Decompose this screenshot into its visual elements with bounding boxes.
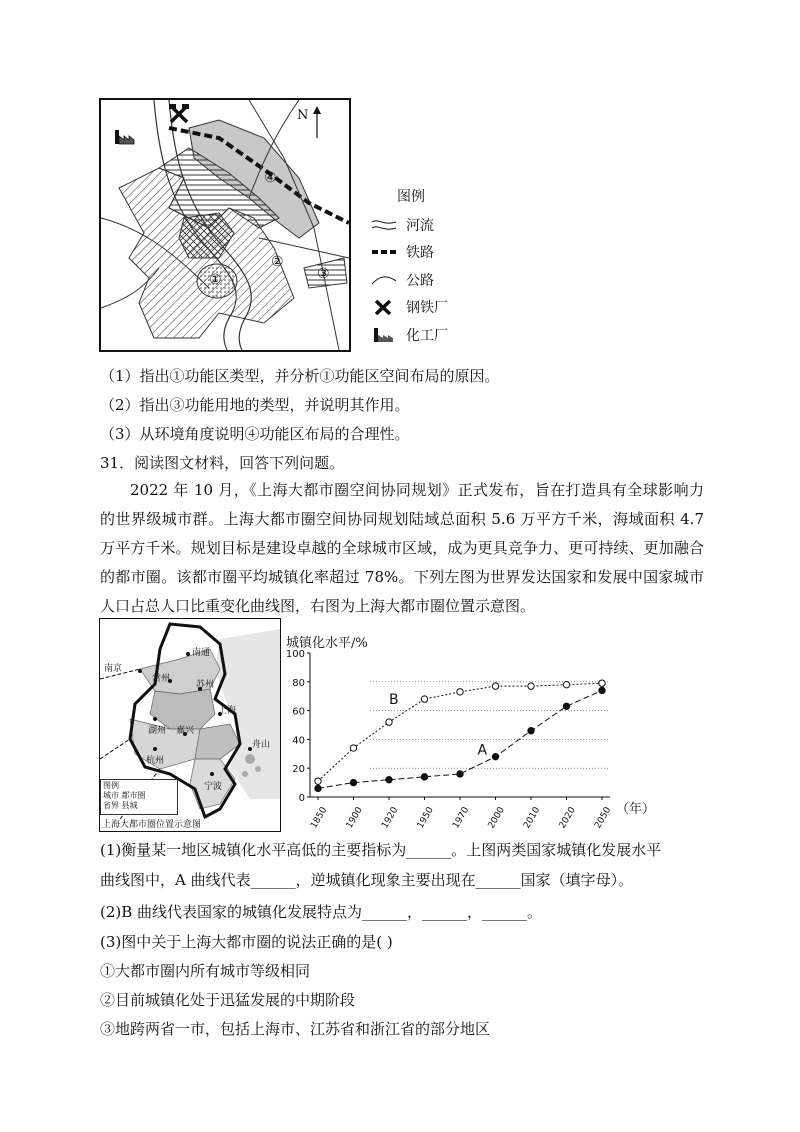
city-label-suzhou: 苏州 bbox=[196, 680, 215, 690]
q30-sub2: （2）指出③功能用地的类型，并说明其作用。 bbox=[100, 396, 410, 414]
q31-opt2: ②目前城镇化处于迅猛发展的中期阶段 bbox=[100, 991, 356, 1009]
zone-1-label: ① bbox=[209, 272, 222, 288]
city-label-hangzhou: 杭州 bbox=[146, 756, 165, 766]
legend-steel: 钢铁厂 bbox=[370, 297, 448, 317]
series-point-B bbox=[315, 778, 321, 784]
x-tick-label: 2000 bbox=[486, 805, 507, 830]
chart-xunit: （年） bbox=[616, 802, 656, 817]
q31-paragraph: 2022 年 10 月，《上海大都市圈空间协同规划》正式发布，旨在打造具有全球影响力的世界级城市群。上海大都市圈空间协同规划陆域总面积 5.6 万平方千米，海域面积 4.7 万平方千米。规划目标是建设卓越的全球城市区域，成为更具竞争力、更可持续、更加融合的都市圈。该都市圈平均城镇化率超过 78%。下列左图为世界发达国家和发展中国家城市人口占总人口比重变化曲线图，右图为上海大都市圈位置示意图。 bbox=[100, 481, 704, 615]
shanghai-metro-map bbox=[99, 618, 281, 832]
zone-3-label: ③ bbox=[317, 266, 330, 282]
legend-railway: 铁路 bbox=[370, 242, 434, 262]
city-label-nantong: 南通 bbox=[192, 648, 211, 658]
city-label-jiaxing: 嘉兴 bbox=[176, 726, 195, 736]
series-point-B bbox=[563, 681, 569, 687]
series-point-B bbox=[492, 683, 498, 689]
x-tick-label: 1920 bbox=[380, 805, 401, 830]
city-label-shanghai: 上海 bbox=[218, 706, 237, 716]
city-label-changzhou: 常州 bbox=[152, 674, 171, 684]
chemical-plant-icon bbox=[370, 327, 398, 343]
series-label-A: A bbox=[477, 742, 488, 759]
road-icon bbox=[370, 273, 398, 287]
series-point-A bbox=[386, 777, 392, 783]
q31-heading: 31．阅读图文材料，回答下列问题。 bbox=[100, 454, 345, 472]
x-tick-label: 1900 bbox=[344, 805, 365, 830]
legend-chemical: 化工厂 bbox=[370, 325, 448, 345]
y-tick-label: 80 bbox=[292, 677, 305, 689]
map1-svg bbox=[99, 98, 351, 352]
steel-plant-icon bbox=[370, 299, 398, 315]
q31-sub3: (3)图中关于上海大都市圈的说法正确的是( ) bbox=[100, 933, 393, 951]
city-label-ningbo: 宁波 bbox=[204, 782, 223, 792]
north-label: N bbox=[297, 108, 309, 123]
zone-4-label: ④ bbox=[264, 170, 277, 186]
y-tick-label: 100 bbox=[285, 649, 305, 660]
series-point-A bbox=[492, 753, 498, 759]
map2-legend: 图例 城市 都市圈 省界 县城 bbox=[100, 779, 178, 815]
city-functional-zone-map bbox=[99, 98, 351, 352]
series-point-A bbox=[457, 771, 463, 777]
urbanization-chart-ylabel: 城镇化水平/% bbox=[286, 636, 368, 651]
x-tick-label: 1970 bbox=[451, 805, 472, 830]
series-point-B bbox=[457, 689, 463, 695]
series-point-A bbox=[528, 728, 534, 734]
q31-sub1-a: (1)衡量某一地区城镇化水平高低的主要指标为______。上图两类国家城镇化发展水平 bbox=[100, 841, 662, 859]
q30-sub3: （3）从环境角度说明④功能区布局的合理性。 bbox=[100, 425, 410, 443]
river-icon bbox=[370, 218, 398, 232]
series-point-A bbox=[350, 779, 356, 785]
y-tick-label: 60 bbox=[292, 706, 305, 718]
q31-sub2: (2)B 曲线代表国家的城镇化发展特点为______，______，______。 bbox=[100, 903, 543, 921]
series-point-B bbox=[528, 683, 534, 689]
city-label-zhoushan: 舟山 bbox=[252, 740, 271, 750]
y-tick-label: 20 bbox=[292, 764, 305, 776]
series-point-B bbox=[599, 680, 605, 686]
legend-river: 河流 bbox=[370, 215, 434, 235]
series-point-B bbox=[421, 696, 427, 702]
series-point-A bbox=[563, 703, 569, 709]
city-label-huzhou: 湖州 bbox=[148, 726, 167, 736]
x-tick-label: 2010 bbox=[522, 805, 543, 830]
q30-sub1: （1）指出①功能区类型，并分析①功能区空间布局的原因。 bbox=[100, 367, 500, 385]
series-point-B bbox=[350, 745, 356, 751]
zone-2-label: ② bbox=[271, 254, 284, 270]
x-tick-label: 2050 bbox=[593, 805, 614, 830]
series-point-B bbox=[386, 719, 392, 725]
q31-sub1-b: 曲线图中，A 曲线代表______，逆城镇化现象主要出现在______国家（填字母）。 bbox=[100, 871, 634, 889]
city-label-nanjing: 南京 bbox=[104, 664, 123, 674]
x-tick-label: 1850 bbox=[309, 805, 330, 830]
x-tick-label: 2020 bbox=[557, 805, 578, 830]
q31-opt3: ③地跨两省一市，包括上海市、江苏省和浙江省的部分地区 bbox=[100, 1020, 491, 1038]
series-point-A bbox=[599, 687, 605, 693]
series-point-A bbox=[315, 785, 321, 791]
series-label-B: B bbox=[389, 692, 399, 709]
railway-icon bbox=[370, 245, 398, 259]
x-tick-label: 1950 bbox=[415, 805, 436, 830]
y-tick-label: 0 bbox=[298, 793, 305, 804]
q31-opt1: ①大都市圈内所有城市等级相同 bbox=[100, 962, 311, 980]
series-point-A bbox=[421, 774, 427, 780]
y-tick-label: 40 bbox=[292, 735, 305, 747]
map2-caption: 上海大都市圈位置示意图 bbox=[102, 820, 202, 830]
map1-legend-title: 图例 bbox=[397, 189, 425, 205]
urbanization-chart bbox=[280, 645, 650, 830]
legend-road: 公路 bbox=[370, 270, 434, 290]
series-line-B bbox=[318, 683, 602, 781]
